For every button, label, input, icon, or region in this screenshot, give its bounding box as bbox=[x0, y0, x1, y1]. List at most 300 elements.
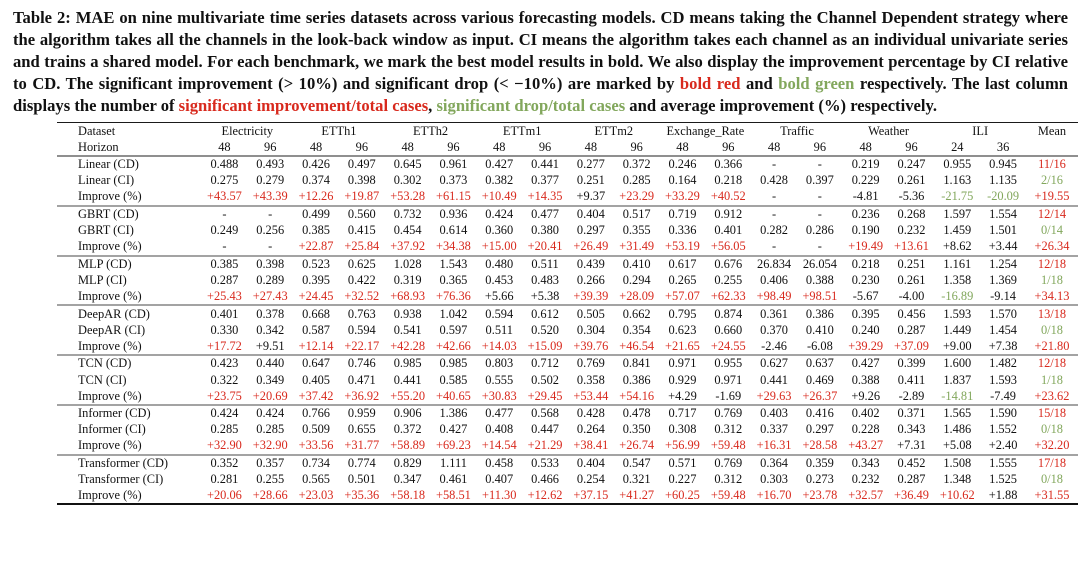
value-cell: 0.372 bbox=[622, 157, 651, 172]
value-cell: 0.439 bbox=[576, 256, 605, 271]
value-cell: 1.543 bbox=[439, 256, 468, 271]
value-cell: +15.00 bbox=[481, 239, 517, 254]
value-cell: 1.552 bbox=[989, 422, 1018, 437]
value-cell: +38.41 bbox=[573, 438, 609, 453]
value-cell: 0.247 bbox=[897, 157, 926, 172]
value-cell: 0.511 bbox=[531, 256, 559, 271]
value-cell: 0.365 bbox=[439, 272, 468, 287]
row-label: Improve (%) bbox=[78, 388, 142, 403]
value-cell: 1.369 bbox=[989, 272, 1018, 287]
value-cell: +9.51 bbox=[255, 338, 285, 353]
value-cell: 0.627 bbox=[760, 356, 789, 371]
value-cell: +57.07 bbox=[665, 289, 700, 304]
value-cell: 0.378 bbox=[256, 306, 285, 321]
value-cell: +30.83 bbox=[481, 388, 517, 403]
value-cell: 0.488 bbox=[210, 157, 239, 172]
value-cell: 0.401 bbox=[210, 306, 239, 321]
value-cell: +21.29 bbox=[527, 438, 563, 453]
value-cell: +19.49 bbox=[848, 239, 884, 254]
value-cell: 0.401 bbox=[714, 223, 743, 238]
value-cell: 0.246 bbox=[668, 157, 697, 172]
value-cell: 0.404 bbox=[576, 207, 605, 222]
value-cell: -14.81 bbox=[941, 388, 974, 403]
value-cell: 0.312 bbox=[714, 472, 743, 487]
row-label: GBRT (CI) bbox=[78, 223, 134, 238]
horizon-value: 96 bbox=[447, 139, 460, 154]
value-cell: 0.373 bbox=[439, 173, 468, 188]
mean-cell: +31.55 bbox=[1034, 488, 1070, 503]
value-cell: +16.70 bbox=[756, 488, 792, 503]
value-cell: -6.08 bbox=[806, 338, 833, 353]
value-cell: 0.676 bbox=[714, 256, 743, 271]
value-cell: +12.62 bbox=[527, 488, 563, 503]
value-cell: +33.29 bbox=[665, 189, 700, 204]
value-cell: - bbox=[817, 157, 822, 172]
value-cell: +61.15 bbox=[436, 189, 471, 204]
value-cell: 0.321 bbox=[622, 472, 651, 487]
value-cell: - bbox=[817, 189, 822, 204]
value-cell: 0.985 bbox=[393, 356, 422, 371]
value-cell: +26.74 bbox=[619, 438, 655, 453]
value-cell: +23.29 bbox=[619, 189, 655, 204]
value-cell: 0.227 bbox=[668, 472, 697, 487]
value-cell: 0.289 bbox=[256, 272, 285, 287]
value-cell: 1.135 bbox=[989, 173, 1018, 188]
value-cell: +20.69 bbox=[252, 388, 288, 403]
value-cell: 0.945 bbox=[989, 157, 1018, 172]
dataset-name: Exchange_Rate bbox=[666, 123, 745, 138]
value-cell: 1.111 bbox=[439, 455, 467, 470]
value-cell: +37.92 bbox=[390, 239, 426, 254]
table-row bbox=[57, 173, 1078, 190]
value-cell: 1.486 bbox=[943, 422, 972, 437]
value-cell: 0.769 bbox=[714, 406, 743, 421]
value-cell: +20.41 bbox=[527, 239, 563, 254]
value-cell: +35.36 bbox=[344, 488, 380, 503]
value-cell: 0.303 bbox=[760, 472, 789, 487]
value-cell: +23.75 bbox=[206, 388, 242, 403]
value-cell: 0.410 bbox=[622, 256, 651, 271]
caption-segment: and average improvement (%) respectively. bbox=[625, 96, 937, 116]
value-cell: 0.509 bbox=[302, 422, 330, 437]
value-cell: 0.265 bbox=[668, 272, 697, 287]
value-cell: +22.87 bbox=[298, 239, 334, 254]
row-label: DeepAR (CD) bbox=[78, 306, 150, 321]
value-cell: - bbox=[222, 239, 227, 254]
value-cell: +13.61 bbox=[894, 239, 929, 254]
value-cell: +7.31 bbox=[897, 438, 926, 453]
value-cell: 0.712 bbox=[531, 356, 559, 371]
value-cell: 0.275 bbox=[210, 173, 239, 188]
value-cell: +42.66 bbox=[436, 338, 471, 353]
horizon-value: 96 bbox=[905, 139, 918, 154]
value-cell: +36.92 bbox=[344, 388, 380, 403]
horizon-value: 96 bbox=[538, 139, 552, 154]
value-cell: 0.427 bbox=[439, 422, 468, 437]
value-cell: +58.18 bbox=[390, 488, 426, 503]
value-cell: 1.449 bbox=[943, 322, 972, 337]
value-cell: 0.273 bbox=[805, 472, 834, 487]
value-cell: +43.39 bbox=[252, 189, 288, 204]
value-cell: 0.229 bbox=[851, 173, 880, 188]
value-cell: 0.763 bbox=[347, 306, 376, 321]
row-label: Improve (%) bbox=[78, 338, 142, 353]
value-cell: 0.971 bbox=[668, 356, 697, 371]
value-cell: -21.75 bbox=[941, 189, 974, 204]
value-cell: -2.46 bbox=[761, 338, 787, 353]
value-cell: 0.477 bbox=[531, 207, 559, 222]
table-row bbox=[57, 339, 1078, 356]
row-label: Transformer (CI) bbox=[78, 472, 164, 487]
table-row bbox=[57, 222, 1078, 239]
value-cell: 0.454 bbox=[393, 223, 422, 238]
dataset-name: ETTh2 bbox=[412, 123, 449, 138]
mean-cell: 12/18 bbox=[1037, 356, 1067, 371]
value-cell: 0.256 bbox=[256, 223, 285, 238]
value-cell: 0.254 bbox=[576, 472, 605, 487]
row-label: Informer (CI) bbox=[78, 422, 146, 437]
value-cell: 0.388 bbox=[805, 272, 834, 287]
value-cell: 0.734 bbox=[302, 455, 330, 470]
value-cell: - bbox=[268, 207, 273, 222]
caption-segment: respectively. The last column displays the number of bbox=[13, 74, 1068, 116]
value-cell: 0.286 bbox=[805, 223, 834, 238]
value-cell: +21.65 bbox=[665, 338, 700, 353]
value-cell: 0.287 bbox=[897, 472, 926, 487]
value-cell: 0.385 bbox=[210, 256, 239, 271]
value-cell: 0.422 bbox=[347, 272, 376, 287]
value-cell: +26.37 bbox=[802, 388, 838, 403]
value-cell: 0.955 bbox=[943, 157, 972, 172]
value-cell: 0.294 bbox=[622, 272, 651, 287]
value-cell: 0.371 bbox=[897, 406, 926, 421]
value-cell: 0.769 bbox=[714, 455, 743, 470]
value-cell: 0.408 bbox=[485, 422, 514, 437]
value-cell: +31.77 bbox=[344, 438, 380, 453]
value-cell: +28.66 bbox=[252, 488, 288, 503]
value-cell: 0.719 bbox=[668, 207, 697, 222]
value-cell: 0.397 bbox=[805, 173, 834, 188]
value-cell: +59.48 bbox=[710, 438, 746, 453]
value-cell: 0.364 bbox=[760, 455, 789, 470]
value-cell: +22.17 bbox=[344, 338, 380, 353]
mean-cell: +34.13 bbox=[1034, 289, 1070, 304]
value-cell: 1.597 bbox=[943, 207, 972, 222]
value-cell: 0.266 bbox=[576, 272, 605, 287]
value-cell: 1.254 bbox=[989, 256, 1018, 271]
value-cell: 1.593 bbox=[989, 372, 1018, 387]
value-cell: +53.19 bbox=[665, 239, 700, 254]
dataset-name: ETTm1 bbox=[502, 123, 542, 138]
value-cell: +76.36 bbox=[436, 289, 471, 304]
value-cell: 0.374 bbox=[302, 173, 330, 188]
value-cell: 0.164 bbox=[668, 173, 697, 188]
value-cell: +12.14 bbox=[298, 338, 334, 353]
value-cell: 0.218 bbox=[714, 173, 743, 188]
value-cell: +9.00 bbox=[942, 338, 972, 353]
row-label: Linear (CI) bbox=[78, 173, 135, 188]
value-cell: 1.501 bbox=[989, 223, 1018, 238]
value-cell: +53.28 bbox=[390, 189, 426, 204]
value-cell: 0.218 bbox=[851, 256, 880, 271]
value-cell: 0.478 bbox=[622, 406, 651, 421]
horizon-value: 48 bbox=[401, 139, 414, 154]
caption-segment: and bbox=[740, 74, 779, 94]
value-cell: 0.281 bbox=[210, 472, 239, 487]
value-cell: +16.31 bbox=[756, 438, 792, 453]
value-cell: - bbox=[772, 207, 777, 222]
value-cell: +23.03 bbox=[298, 488, 334, 503]
value-cell: 0.361 bbox=[760, 306, 789, 321]
value-cell: +58.51 bbox=[436, 488, 471, 503]
value-cell: -7.49 bbox=[990, 388, 1016, 403]
value-cell: 0.717 bbox=[668, 406, 697, 421]
value-cell: 0.426 bbox=[302, 157, 330, 172]
value-cell: +39.29 bbox=[848, 338, 884, 353]
value-cell: 0.349 bbox=[256, 372, 285, 387]
table-row bbox=[57, 355, 1078, 372]
value-cell: +3.44 bbox=[988, 239, 1018, 254]
value-cell: 0.929 bbox=[668, 372, 697, 387]
mean-header: Mean bbox=[1037, 123, 1067, 138]
horizon-value: 48 bbox=[584, 139, 598, 154]
value-cell: 0.906 bbox=[393, 406, 422, 421]
row-label: MLP (CD) bbox=[78, 256, 132, 271]
value-cell: +34.38 bbox=[436, 239, 471, 254]
value-cell: +39.76 bbox=[573, 338, 609, 353]
value-cell: +56.99 bbox=[665, 438, 700, 453]
value-cell: 0.342 bbox=[256, 322, 285, 337]
value-cell: 0.398 bbox=[256, 256, 285, 271]
value-cell: 0.402 bbox=[851, 406, 880, 421]
table-row bbox=[57, 438, 1078, 455]
value-cell: 0.936 bbox=[439, 207, 468, 222]
value-cell: 0.380 bbox=[531, 223, 559, 238]
value-cell: 1.454 bbox=[989, 322, 1018, 337]
table-row bbox=[57, 305, 1078, 322]
value-cell: 0.461 bbox=[439, 472, 468, 487]
table-row bbox=[57, 488, 1078, 505]
value-cell: 0.427 bbox=[485, 157, 514, 172]
value-cell: 0.372 bbox=[393, 422, 422, 437]
value-cell: 26.834 bbox=[757, 256, 792, 271]
value-cell: +32.52 bbox=[344, 289, 380, 304]
value-cell: 0.769 bbox=[576, 356, 605, 371]
value-cell: +43.57 bbox=[206, 189, 242, 204]
value-cell: 0.428 bbox=[760, 173, 789, 188]
row-label: MLP (CI) bbox=[78, 272, 127, 287]
value-cell: 0.416 bbox=[805, 406, 834, 421]
value-cell: 1.555 bbox=[989, 455, 1018, 470]
value-cell: +9.37 bbox=[576, 189, 606, 204]
value-cell: 1.163 bbox=[943, 173, 972, 188]
value-cell: +5.08 bbox=[942, 438, 972, 453]
value-cell: 0.560 bbox=[347, 207, 376, 222]
value-cell: +37.42 bbox=[298, 388, 334, 403]
dataset-header: Dataset bbox=[78, 123, 116, 138]
value-cell: +98.49 bbox=[756, 289, 792, 304]
value-cell: 0.405 bbox=[302, 372, 330, 387]
value-cell: 0.971 bbox=[714, 372, 743, 387]
value-cell: +37.15 bbox=[573, 488, 609, 503]
value-cell: 0.428 bbox=[576, 406, 605, 421]
value-cell: 0.228 bbox=[851, 422, 880, 437]
value-cell: - bbox=[268, 239, 273, 254]
horizon-value: 48 bbox=[767, 139, 781, 154]
value-cell: 0.355 bbox=[622, 223, 651, 238]
horizon-value: 96 bbox=[630, 139, 643, 154]
value-cell: 0.533 bbox=[531, 455, 559, 470]
value-cell: 0.377 bbox=[531, 173, 559, 188]
value-cell: 0.829 bbox=[393, 455, 422, 470]
value-cell: 0.732 bbox=[393, 207, 422, 222]
value-cell: +10.49 bbox=[481, 189, 517, 204]
value-cell: 1.482 bbox=[989, 356, 1018, 371]
value-cell: +24.45 bbox=[298, 289, 334, 304]
value-cell: +98.51 bbox=[802, 289, 838, 304]
table-row bbox=[57, 372, 1078, 389]
mean-cell: 17/18 bbox=[1037, 455, 1067, 470]
horizon-header: Horizon bbox=[78, 139, 119, 154]
dataset-name: Traffic bbox=[780, 123, 814, 138]
horizon-value: 48 bbox=[859, 139, 872, 154]
value-cell: 0.322 bbox=[210, 372, 239, 387]
value-cell: 0.395 bbox=[851, 306, 880, 321]
value-cell: 0.403 bbox=[760, 406, 789, 421]
value-cell: - bbox=[817, 239, 822, 254]
horizon-value: 48 bbox=[218, 139, 231, 154]
value-cell: 0.297 bbox=[576, 223, 605, 238]
row-label: TCN (CD) bbox=[78, 356, 132, 371]
value-cell: 0.382 bbox=[485, 173, 514, 188]
value-cell: -16.89 bbox=[941, 289, 974, 304]
mean-header-spacer bbox=[1026, 139, 1078, 156]
table-row bbox=[57, 405, 1078, 422]
value-cell: 0.647 bbox=[302, 356, 330, 371]
value-cell: +43.27 bbox=[848, 438, 884, 453]
value-cell: 0.505 bbox=[576, 306, 605, 321]
value-cell: 0.466 bbox=[531, 472, 559, 487]
row-label: TCN (CI) bbox=[78, 372, 127, 387]
value-cell: 1.042 bbox=[439, 306, 468, 321]
mean-cell: 0/18 bbox=[1040, 322, 1063, 337]
value-cell: +4.29 bbox=[668, 388, 697, 403]
value-cell: 0.511 bbox=[485, 322, 513, 337]
value-cell: 0.398 bbox=[347, 173, 376, 188]
value-cell: 0.404 bbox=[576, 455, 605, 470]
value-cell: +2.40 bbox=[988, 438, 1018, 453]
value-cell: +29.63 bbox=[756, 388, 792, 403]
value-cell: 26.054 bbox=[802, 256, 837, 271]
value-cell: 0.637 bbox=[805, 356, 834, 371]
value-cell: +20.06 bbox=[206, 488, 242, 503]
value-cell: 0.594 bbox=[347, 322, 376, 337]
mean-cell: 2/16 bbox=[1040, 173, 1063, 188]
table-row bbox=[57, 189, 1078, 206]
value-cell: 1.590 bbox=[989, 406, 1018, 421]
value-cell: +9.26 bbox=[851, 388, 881, 403]
value-cell: 0.493 bbox=[256, 157, 285, 172]
value-cell: 0.523 bbox=[302, 256, 330, 271]
value-cell: -5.67 bbox=[852, 289, 879, 304]
value-cell: +31.49 bbox=[619, 239, 655, 254]
results-table bbox=[57, 122, 1078, 505]
value-cell: 0.617 bbox=[668, 256, 697, 271]
row-label: Improve (%) bbox=[78, 438, 142, 453]
value-cell: - bbox=[772, 239, 777, 254]
value-cell: 0.406 bbox=[760, 272, 789, 287]
mean-cell: 1/18 bbox=[1040, 372, 1063, 387]
row-label: Transformer (CD) bbox=[78, 455, 169, 470]
value-cell: 0.350 bbox=[622, 422, 651, 437]
value-cell: 0.746 bbox=[347, 356, 376, 371]
dataset-name: ETTm2 bbox=[594, 123, 634, 138]
table-row bbox=[57, 156, 1078, 173]
value-cell: 0.337 bbox=[760, 422, 789, 437]
value-cell: +17.72 bbox=[206, 338, 242, 353]
value-cell: 0.386 bbox=[805, 306, 834, 321]
value-cell: 0.660 bbox=[714, 322, 743, 337]
value-cell: 0.352 bbox=[210, 455, 239, 470]
value-cell: 0.568 bbox=[531, 406, 559, 421]
horizon-value: 96 bbox=[264, 139, 277, 154]
caption-segment: significant improvement/total cases bbox=[178, 96, 429, 116]
value-cell: 0.427 bbox=[851, 356, 880, 371]
mean-cell: +19.55 bbox=[1034, 189, 1070, 204]
table-row bbox=[57, 388, 1078, 405]
value-cell: 0.547 bbox=[622, 455, 651, 470]
value-cell: +46.54 bbox=[619, 338, 655, 353]
mean-cell: +23.62 bbox=[1034, 388, 1070, 403]
table-row bbox=[57, 239, 1078, 256]
value-cell: 0.594 bbox=[485, 306, 514, 321]
dataset-name: ETTh1 bbox=[321, 123, 357, 138]
value-cell: 0.330 bbox=[210, 322, 239, 337]
value-cell: +24.55 bbox=[710, 338, 746, 353]
value-cell: 0.447 bbox=[531, 422, 559, 437]
mean-cell: 0/18 bbox=[1040, 422, 1063, 437]
value-cell: +12.26 bbox=[298, 189, 334, 204]
value-cell: 0.614 bbox=[439, 223, 468, 238]
value-cell: +14.35 bbox=[527, 189, 563, 204]
value-cell: 0.456 bbox=[897, 306, 926, 321]
value-cell: +5.66 bbox=[484, 289, 514, 304]
value-cell: 0.336 bbox=[668, 223, 697, 238]
value-cell: 0.282 bbox=[760, 223, 789, 238]
mean-cell: +32.20 bbox=[1034, 438, 1070, 453]
value-cell: 0.279 bbox=[256, 173, 285, 188]
value-cell: +25.84 bbox=[344, 239, 380, 254]
value-cell: 0.565 bbox=[302, 472, 330, 487]
value-cell: +60.25 bbox=[665, 488, 700, 503]
mean-cell: +26.34 bbox=[1034, 239, 1070, 254]
horizon-value: 48 bbox=[309, 139, 323, 154]
value-cell: 0.264 bbox=[576, 422, 605, 437]
value-cell: +14.03 bbox=[481, 338, 517, 353]
horizon-value: 48 bbox=[676, 139, 689, 154]
value-cell: +25.43 bbox=[206, 289, 242, 304]
value-cell: 0.312 bbox=[714, 422, 743, 437]
value-cell: - bbox=[772, 157, 777, 172]
value-cell: 0.585 bbox=[439, 372, 468, 387]
horizon-value: 48 bbox=[493, 139, 506, 154]
value-cell: 1.358 bbox=[943, 272, 972, 287]
value-cell: 0.662 bbox=[622, 306, 651, 321]
value-cell: 0.441 bbox=[531, 157, 559, 172]
value-cell: 0.360 bbox=[485, 223, 514, 238]
row-label: Improve (%) bbox=[78, 189, 142, 204]
value-cell: - bbox=[222, 207, 227, 222]
